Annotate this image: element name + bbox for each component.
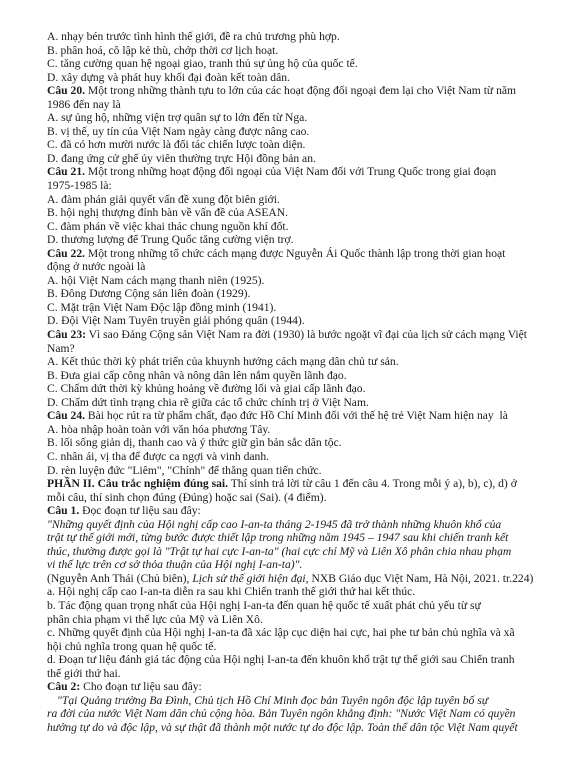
line-text: Một trong những tổ chức cách mạng được Nguyễn Ái Quốc thành lập trong thời gian hoạt bbox=[85, 246, 506, 260]
line-text: Cho đoạn tư liệu sau đây: bbox=[80, 680, 202, 694]
line-text: A. hòa nhập hoàn toàn với văn hóa phương Tây. bbox=[47, 422, 271, 436]
text-line bbox=[47, 396, 563, 410]
text-line bbox=[47, 477, 563, 491]
text-line bbox=[47, 558, 563, 572]
text-line bbox=[47, 369, 563, 383]
line-text: A. hội Việt Nam cách mạng thanh niên (1925). bbox=[47, 273, 265, 287]
text-line bbox=[47, 680, 563, 694]
line-text: hội chủ nghĩa trong quan hệ quốc tế. bbox=[47, 639, 217, 653]
line-text: D. đang ứng cử ghế ủy viên thường trực Hội đồng bản an. bbox=[47, 151, 316, 165]
line-text: c. Những quyết định của Hội nghị I-an-ta đã xác lập cục diện hai cực, hai phe tư bản chủ nghĩa và xã bbox=[47, 626, 515, 640]
line-text: hưởng tự do và độc lập, và sự thật đã thành một nước tự do độc lập. Toàn thể dân tộc Việt Nam quyết bbox=[47, 720, 518, 734]
question-label: Câu 23: bbox=[47, 328, 86, 342]
question-label: Câu 1. bbox=[47, 504, 80, 518]
line-text: a. Hội nghị cấp cao I-an-ta diễn ra sau khi Chiến tranh thế giới thứ hai kết thúc. bbox=[47, 585, 416, 599]
text-line bbox=[47, 599, 563, 613]
text-line bbox=[47, 464, 563, 478]
line-text: trật tự thế giới mới, từng bước được thiết lập trong những năm 1945 – 1947 sau khi chiến tranh kết bbox=[47, 531, 509, 545]
text-line bbox=[47, 287, 563, 301]
text-line bbox=[47, 233, 563, 247]
line-text: D. Chấm dứt tình trạng chia rẽ giữa các tổ chức chính trị ở Việt Nam. bbox=[47, 395, 369, 409]
line-text: B. Đông Dương Cộng sản liên đoàn (1929). bbox=[47, 287, 251, 301]
text-line bbox=[47, 518, 563, 532]
text-line bbox=[47, 111, 563, 125]
line-text: B. vị thế, uy tín của Việt Nam ngày càng được nâng cao. bbox=[47, 124, 310, 138]
line-text: Một trong những thành tựu to lớn của các hoạt động đối ngoại đem lại cho Việt Nam từ năm bbox=[85, 84, 517, 98]
text-line bbox=[47, 640, 563, 654]
text-line bbox=[47, 125, 563, 139]
line-text: Nam? bbox=[47, 341, 75, 355]
text-line bbox=[47, 71, 563, 85]
line-text: D. xây dựng và phát huy khối đại đoàn kết toàn dân. bbox=[47, 70, 290, 84]
line-text: B. lối sống giản dị, thanh cao và ý thức giữ gìn bản sắc dân tộc. bbox=[47, 436, 342, 450]
text-line bbox=[47, 504, 563, 518]
line-text: C. đàm phán về việc khai thác chung nguồn khí đốt. bbox=[47, 219, 289, 233]
text-line bbox=[47, 206, 563, 220]
line-text: D. rèn luyện đức "Liêm", "Chính" để thăng quan tiến chức. bbox=[47, 463, 322, 477]
text-line bbox=[47, 165, 563, 179]
line-text: phân chia phạm vi thế lực của Mỹ và Liên Xô. bbox=[47, 612, 263, 626]
text-line bbox=[47, 328, 563, 342]
text-line bbox=[47, 314, 563, 328]
text-line bbox=[47, 572, 563, 586]
text-line bbox=[47, 694, 563, 708]
text-line bbox=[47, 653, 563, 667]
text-line bbox=[47, 613, 563, 627]
question-label: Câu 22. bbox=[47, 246, 86, 260]
text-line bbox=[47, 436, 563, 450]
text-line bbox=[47, 179, 563, 193]
line-text: A. Kết thúc thời kỳ phát triển của khuynh hướng cách mạng dân chủ tư sản. bbox=[47, 355, 399, 369]
text-line bbox=[47, 707, 563, 721]
line-text: mỗi câu, thí sinh chọn đúng (Đúng) hoặc sai (Sai). (4 điểm). bbox=[47, 490, 327, 504]
line-text: b. Tác động quan trọng nhất của Hội nghị I-an-ta đến quan hệ quốc tế xuất phát chủ yếu từ sự bbox=[47, 598, 481, 612]
line-text: A. đàm phán giải quyết vấn đề xung đột biên giới. bbox=[47, 192, 280, 206]
line-text: C. tăng cường quan hệ ngoại giao, tranh thủ sự ủng hộ của quốc tế. bbox=[47, 57, 358, 71]
line-text: d. Đoạn tư liệu đánh giá tác động của Hội nghị I-an-ta đến khuôn khổ trật tự thế giới sau Chiến tranh bbox=[47, 653, 515, 667]
line-text: Bài học rút ra từ phẩm chất, đạo đức Hồ Chí Minh đối với thế hệ trẻ Việt Nam hiện nay là bbox=[85, 409, 508, 423]
text-line bbox=[47, 57, 563, 71]
text-line bbox=[47, 260, 563, 274]
document-body bbox=[47, 30, 563, 734]
text-line bbox=[47, 382, 563, 396]
line-text: "Những quyết định của Hội nghị cấp cao I-an-ta tháng 2-1945 đã trở thành những khuôn khổ của bbox=[47, 517, 502, 531]
text-line bbox=[47, 355, 563, 369]
text-line bbox=[47, 450, 563, 464]
text-line bbox=[47, 409, 563, 423]
text-line bbox=[47, 667, 563, 681]
text-line bbox=[47, 423, 563, 437]
text-line bbox=[47, 30, 563, 44]
text-line bbox=[47, 491, 563, 505]
text-line bbox=[47, 721, 563, 735]
text-line bbox=[47, 247, 563, 261]
text-line bbox=[47, 585, 563, 599]
line-text: (Nguyễn Anh Thái (Chủ biên), bbox=[47, 571, 193, 585]
question-label: Câu 20. bbox=[47, 84, 86, 98]
text-line bbox=[47, 301, 563, 315]
line-text: "Tại Quảng trường Ba Đình, Chủ tịch Hồ Chí Minh đọc bản Tuyên ngôn độc lập tuyên bố sự bbox=[57, 693, 489, 707]
text-line bbox=[47, 545, 563, 559]
line-text: B. Đưa giai cấp công nhân và nông dân lên nắm quyền lãnh đạo. bbox=[47, 368, 347, 382]
line-text: C. Mặt trận Việt Nam Độc lập đồng minh (1941). bbox=[47, 300, 277, 314]
text-line bbox=[47, 193, 563, 207]
line-text: Vì sao Đảng Cộng sản Việt Nam ra đời (1930) là bước ngoặt vĩ đại của lịch sử cách mạng Việt bbox=[85, 328, 528, 342]
question-label: Câu 24. bbox=[47, 409, 86, 423]
text-line bbox=[47, 84, 563, 98]
question-label: PHẦN II. Câu trắc nghiệm đúng sai. bbox=[47, 477, 229, 491]
text-line bbox=[47, 342, 563, 356]
text-line bbox=[47, 220, 563, 234]
line-text: A. sự ủng hộ, những viện trợ quân sự to lớn đến từ Nga. bbox=[47, 111, 308, 125]
book-title: Lịch sử thế giới hiện đại bbox=[192, 571, 306, 585]
text-line bbox=[47, 138, 563, 152]
line-text: C. Chấm dứt thời kỳ khủng hoảng về đường lối và giai cấp lãnh đạo. bbox=[47, 382, 366, 396]
text-line bbox=[47, 531, 563, 545]
line-text: thúc, thường được gọi là "Trật tự hai cực I-an-ta" (hai cực chỉ Mỹ và Liên Xô phân chia nhau phạm bbox=[47, 544, 512, 558]
line-text: 1986 đến nay là bbox=[47, 97, 121, 111]
line-text: C. nhân ái, vị tha để được ca ngợi và vinh danh. bbox=[47, 449, 270, 463]
text-line bbox=[47, 274, 563, 288]
text-line bbox=[47, 152, 563, 166]
line-text: B. hội nghị thượng đỉnh bàn về vấn đề của ASEAN. bbox=[47, 206, 289, 220]
line-text: D. Đội Việt Nam Tuyên truyền giải phóng quân (1944). bbox=[47, 314, 305, 328]
line-text: 1975-1985 là: bbox=[47, 179, 112, 193]
line-text: Thí sinh trả lời từ câu 1 đến câu 4. Trong mỗi ý a), b), c), d) ở bbox=[228, 477, 517, 491]
line-text: A. nhạy bén trước tình hình thế giới, đề ra chủ trương phù hợp. bbox=[47, 30, 340, 43]
question-label: Câu 2: bbox=[47, 680, 81, 694]
text-line bbox=[47, 626, 563, 640]
citation-tail: , NXB Giáo dục Việt Nam, Hà Nội, 2021. tr.224) bbox=[305, 571, 534, 585]
line-text: động ở nước ngoài là bbox=[47, 260, 146, 274]
line-text: Đọc đoạn tư liệu sau đây: bbox=[79, 504, 201, 518]
line-text: D. thương lượng để Trung Quốc tăng cường viện trợ. bbox=[47, 233, 294, 247]
line-text: B. phân hoá, cô lập kẻ thù, chớp thời cơ lịch hoạt. bbox=[47, 43, 279, 57]
line-text: Một trong những hoạt động đối ngoại của Việt Nam đối với Trung Quốc trong giai đoạn bbox=[85, 165, 497, 179]
line-text: C. đã có hơn mười nước là đối tác chiến lược toàn diện. bbox=[47, 138, 306, 152]
text-line bbox=[47, 44, 563, 58]
question-label: Câu 21. bbox=[47, 165, 86, 179]
line-text: thế giới thứ hai. bbox=[47, 666, 121, 680]
line-text: ra đời của nước Việt Nam dân chủ cộng hòa. Bản Tuyên ngôn khẳng định: "Nước Việt Nam có quyền bbox=[47, 707, 516, 721]
line-text: vi thế lực trên cơ sở thỏa thuận của Hội nghị I-an-ta)". bbox=[47, 558, 303, 572]
text-line bbox=[47, 98, 563, 112]
